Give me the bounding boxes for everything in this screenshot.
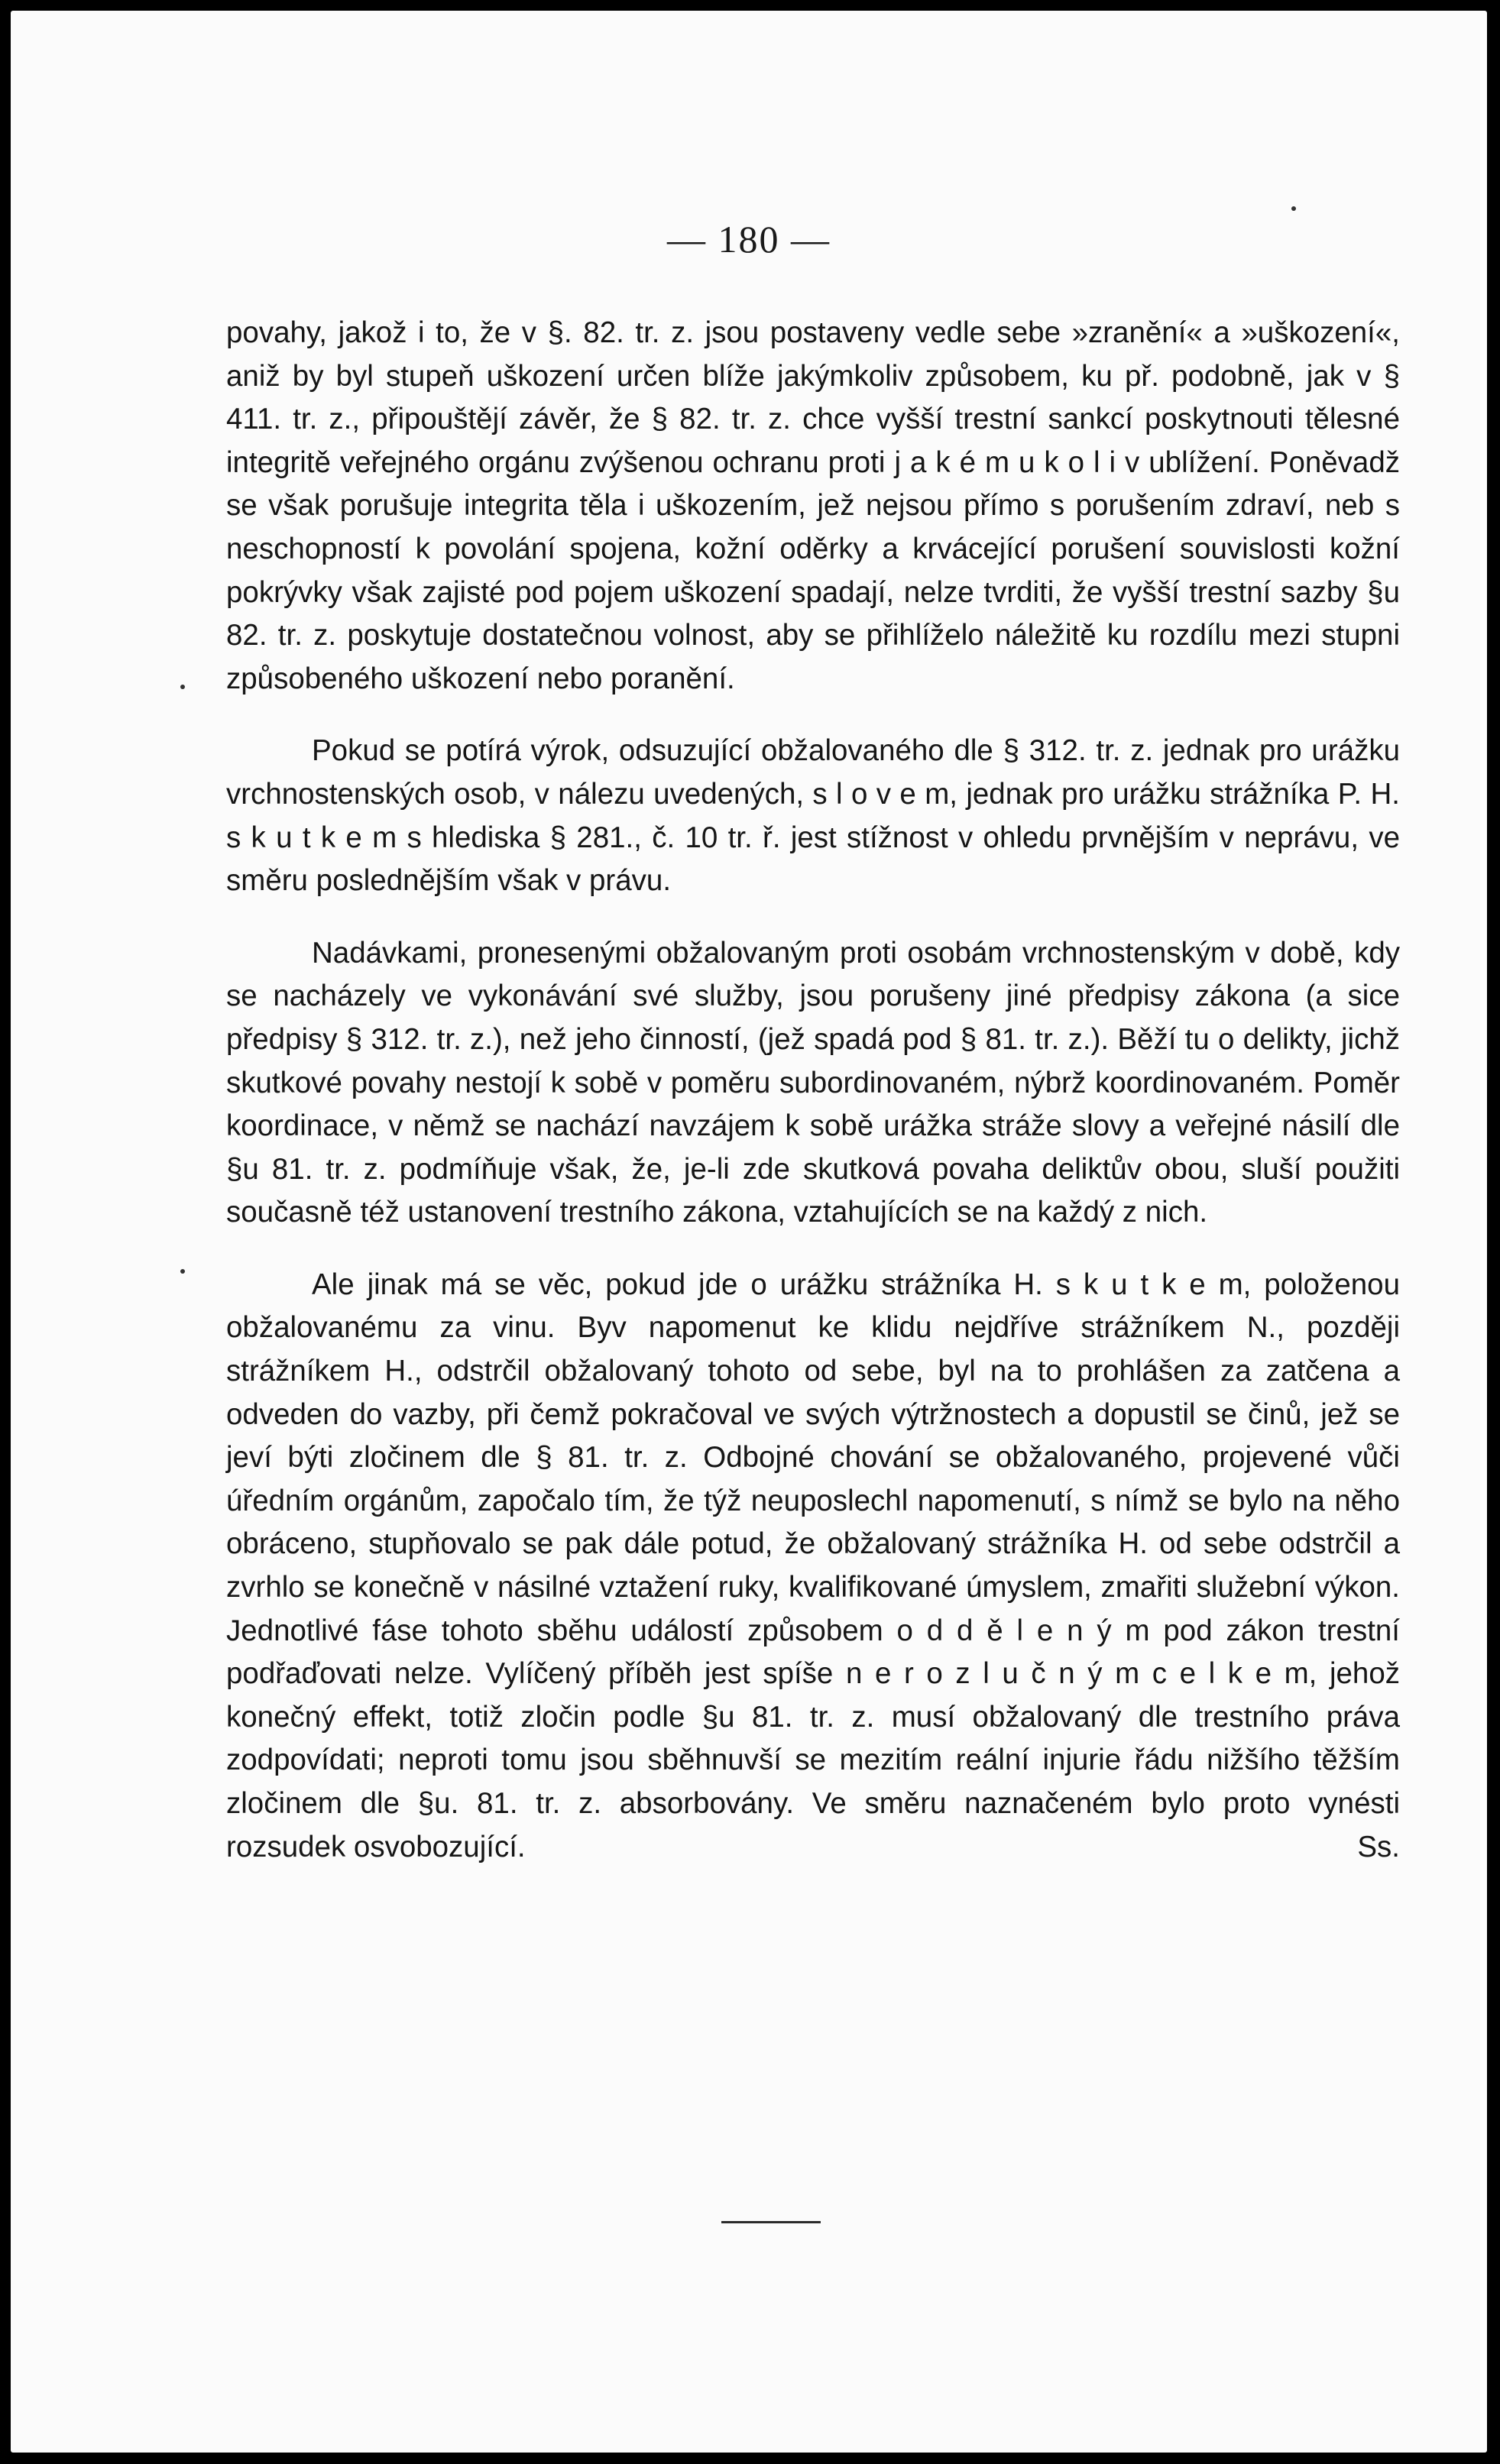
paragraph-4-text: Ale jinak má se věc, pokud jde o urážku strážníka H. s k u t k e m, položenou obžalovanému za vinu. Byv napomenut ke klidu nejdříve strážníkem N., později strážníkem H., odstrčil obžalovaný tohoto od sebe, byl na to prohlášen za zatčena a odveden do vazby, při čemž pokračoval ve svých výtržnostech a dopustil se činů, jež se jeví býti zločinem dle § 81. tr. z. Odbojné chování se obžalovaného, projevené vůči úředním orgánům, započalo tím, že týž neuposlechl napomenutí, s nímž se bylo na něho obráceno, stupňovalo se pak dále potud, že obžalovaný strážníka H. od sebe odstrčil a zvrhlo se konečně v násilné vztažení ruky, kvalifikované úmyslem, zmařiti služební výkon. Jednotlivé fáse tohoto sběhu událostí způsobem o d d ě l e n ý m pod zákon trestní podřaďovati nelze. Vylíčený příběh jest spíše n e r o z l u č n ý m c e l k e m, jehož konečný effekt, totiž zločin podle §u 81. tr. z. musí obžalovaný dle trestního práva zodpovídati; neproti tomu jsou sběhnuvší se mezitím reální injurie řádu nižšího těžším zločinem dle §u. 81. tr. z. absorbovány. Ve směru naznačeném bylo proto vynésti rozsudek osvobozující.: [226, 1268, 1400, 1863]
print-speck: [180, 1269, 185, 1274]
body-text: [226, 312, 1400, 1898]
signoff: Ss.: [1357, 1830, 1400, 1863]
document-page: [11, 11, 1487, 2453]
paragraph-1: povahy, jakož i to, že v §. 82. tr. z. jsou postaveny vedle sebe »zranění« a »uškození«, aniž by byl stupeň uškození určen blíže jakýmkoliv způsobem, ku př. podobně, jak v § 411. tr. z., připouštějí závěr, že § 82. tr. z. chce vyšší trestní sankcí poskytnouti tělesné integritě veřejného orgánu zvýšenou ochranu proti j a k é m u k o l i v ublížení. Poněvadž se však porušuje integrita těla i uškozením, jež nejsou přímo s porušením zdraví, neb s neschopností k povolání spojena, kožní oděrky a krvácející porušení souvislosti kožní pokrývky však zajisté pod pojem uškození spadají, nelze tvrditi, že vyšší trestní sazby §u 82. tr. z. poskytuje dostatečnou volnost, aby se přihlíželo náležitě ku rozdílu mezi stupni způsobeného uškození nebo poranění.: [226, 316, 1400, 695]
print-speck: [1291, 206, 1296, 211]
paragraph-2: Pokud se potírá výrok, odsuzující obžalovaného dle § 312. tr. z. jednak pro urážku vrchnostenských osob, v nálezu uvedených, s l o v e m, jednak pro urážku strážníka P. H. s k u t k e m s hlediska § 281., č. 10 tr. ř. jest stížnost v ohledu prvnějším v neprávu, ve směru poslednějším však v právu.: [226, 734, 1400, 898]
paragraph-4: [226, 1264, 1400, 1869]
page-number: — 180 —: [667, 218, 831, 261]
paragraph-3: Nadávkami, pronesenými obžalovaným proti osobám vrchnostenským v době, kdy se nacházely ve vykonávání své služby, jsou porušeny jiné předpisy zákona (a sice předpisy § 312. tr. z.), než jeho činností, (jež spadá pod § 81. tr. z.). Běží tu o delikty, jichž skutkové povahy nestojí k sobě v poměru subordinovaném, nýbrž koordinovaném. Poměr koordinace, v němž se nachází navzájem k sobě urážka stráže slovy a veřejné násilí dle §u 81. tr. z. podmíňuje však, že, je-li zde skutková povaha deliktův obou, sluší použiti současně též ustanovení trestního zákona, vztahujících se na každý z nich.: [226, 936, 1400, 1229]
closing-rule: [721, 2221, 821, 2223]
print-speck: [180, 685, 185, 689]
